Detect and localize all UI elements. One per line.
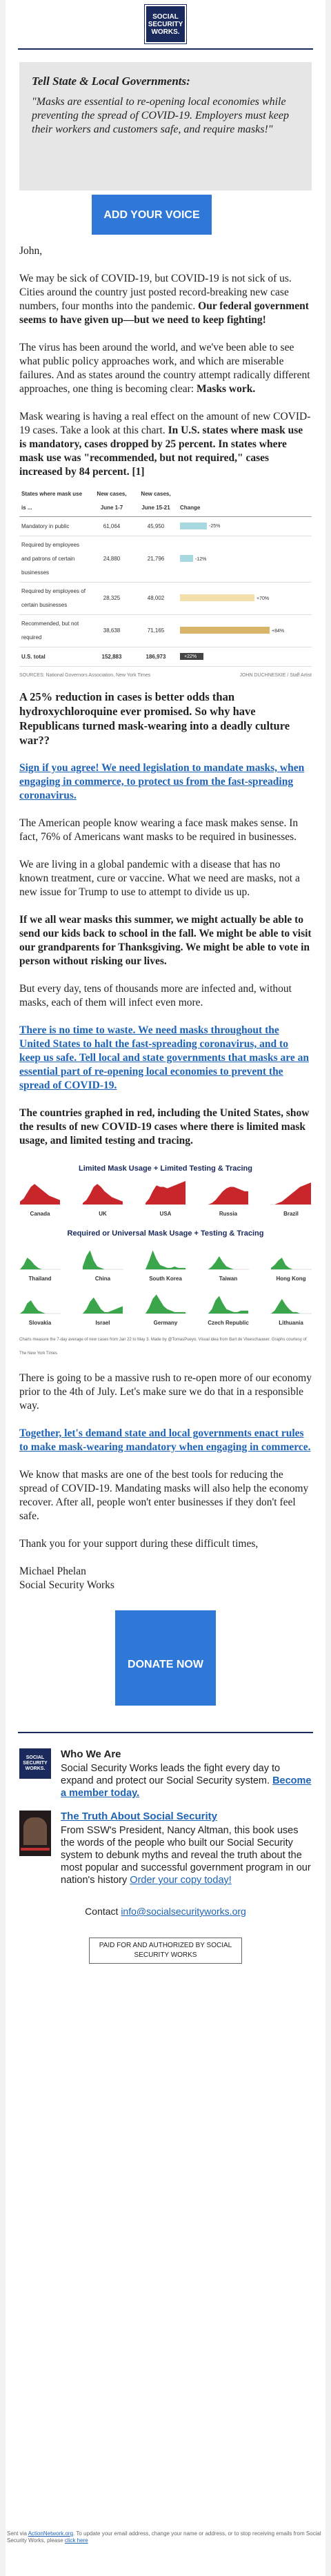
sparkline-svg <box>208 1180 249 1206</box>
paid-for-box: PAID FOR AND AUTHORIZED BY SOCIAL SECURITY WORKS <box>89 1938 242 1964</box>
footer-divider <box>18 1732 313 1733</box>
cases-table <box>19 486 312 667</box>
country-chart <box>145 1245 186 1286</box>
country-label: Israel <box>95 1320 110 1326</box>
country-chart <box>270 1289 312 1330</box>
p1-text: We may be sick of COVID-19, but COVID-19 is not sick of us. Cities around the country just posted record-breaking new case numbers, four months into the pandemic. <box>19 273 292 312</box>
country-label: USA <box>159 1211 172 1217</box>
change-cell <box>178 615 312 647</box>
ssw-logo-small[interactable] <box>19 1748 52 1799</box>
sparkline-svg <box>19 1289 61 1315</box>
petition-link-2[interactable]: There is no time to waste. We need masks throughout the United States to halt the fast-spreading coronavirus, and to keep us safe. Tell local and state governments that masks are an essential part of re-opening local economies to prevent the spread of COVID-19. <box>19 1024 309 1091</box>
header <box>6 0 325 48</box>
change-cell <box>178 536 312 583</box>
greeting: John, <box>19 245 43 257</box>
col-header-june1: New cases, June 1-7 <box>90 486 134 517</box>
sparkline-svg <box>82 1289 123 1315</box>
country-label: UK <box>99 1211 107 1217</box>
sparkline-svg <box>19 1180 61 1206</box>
p1-bold: Our federal government seems to have given up—but we need to keep fighting! <box>19 300 309 326</box>
book-block <box>6 1811 325 1886</box>
country-area <box>83 1250 123 1269</box>
country-area <box>208 1256 248 1269</box>
country-chart <box>19 1289 61 1330</box>
logo-text-line3: WORKS. <box>151 28 180 36</box>
country-label: South Korea <box>149 1276 182 1282</box>
charts-note: Charts measure the 7-day average of new cases from Jan 22 to May 3. Made by @TomasPueyo. Visual idea from Bart de Vleeschauwer. Graphs courtesy of The New York Times <box>19 1338 307 1356</box>
country-label: Czech Republic <box>208 1320 249 1326</box>
letter-body <box>6 244 325 1706</box>
petition-link-1-wrap <box>19 761 312 803</box>
donate-now-button[interactable]: DONATE NOW <box>115 1610 216 1706</box>
country-label: Russia <box>219 1211 238 1217</box>
fine-text-b: . To update your email address, change your name or address, or to stop receiving emails from Social Security Works, please <box>7 2530 321 2544</box>
country-area <box>271 1182 311 1204</box>
petition-link-3[interactable]: Together, let's demand state and local governments enact rules to make mask-wearing mandatory when engaging in commerce. <box>19 1427 311 1453</box>
table-cell: Required by employees and patrons of certain businesses <box>19 536 90 583</box>
unsubscribe-footer <box>0 2526 331 2544</box>
country-charts <box>19 1162 312 1360</box>
table-cell: Mandatory in public <box>19 517 90 536</box>
change-bar <box>180 594 254 601</box>
country-chart <box>145 1180 186 1221</box>
small-logo-line2: SECURITY <box>23 1761 48 1766</box>
ssw-logo[interactable] <box>145 5 186 43</box>
country-area <box>271 1299 311 1314</box>
country-area <box>20 1184 60 1204</box>
paragraph-2 <box>19 341 312 396</box>
table-cell: 61,064 <box>90 517 134 536</box>
contact-label: Contact <box>85 1906 121 1917</box>
who-we-are-title: Who We Are <box>61 1748 121 1760</box>
change-cell <box>178 517 312 536</box>
petition-quote: "Masks are essential to re-opening local economies while preventing the spread of COVID-19. Employers must keep their workers and customers safe, and require masks!" <box>32 96 289 135</box>
country-label: China <box>94 1276 111 1282</box>
country-area <box>146 1181 185 1204</box>
country-area <box>146 1294 185 1314</box>
p2-text: The virus has been around the world, and we've been able to see what public policy approaches work, and which are miserable failures. And as states around the country attempt radically different approaches, one thing is becoming clear: <box>19 342 310 395</box>
table-cell: 152,883 <box>90 647 134 667</box>
change-cell <box>178 583 312 615</box>
country-area <box>20 1258 60 1269</box>
country-label: Thailand <box>28 1276 52 1282</box>
email-container <box>6 0 325 2576</box>
sparkline-svg <box>145 1245 186 1271</box>
p3-bold: In U.S. states where mask use is mandatory, cases dropped by 25 percent. In states where mask use was "recommended, but not required," cases increased by 84 percent. [1] <box>19 425 303 478</box>
paragraph-6: We are living in a global pandemic with a disease that has no known treatment, cure or vaccine. What we need are masks, not a new issue for Trump to use to attempt to divide us up. <box>19 859 300 898</box>
change-label: +84% <box>272 628 285 634</box>
sparkline-svg <box>82 1180 123 1206</box>
table-row <box>19 583 312 615</box>
country-area <box>208 1187 248 1205</box>
country-chart <box>270 1245 312 1286</box>
signature <box>19 1565 312 1592</box>
paragraph-10: There is going to be a massive rush to re-open more of our economy prior to the 4th of July. Let's make sure we do that in a responsible way. <box>19 1372 312 1412</box>
table-cell: 24,880 <box>90 536 134 583</box>
col-header-june15: New cases, June 15-21 <box>134 486 178 517</box>
country-area <box>83 1298 123 1314</box>
table-row <box>19 615 312 647</box>
sparkline-svg <box>145 1180 186 1206</box>
signature-name: Michael Phelan <box>19 1565 86 1577</box>
paragraph-4: A 25% reduction in cases is better odds than hydroxychloroquine ever promised. So why have Republicans turned mask-wearing into a deadly culture war?? <box>19 690 290 747</box>
change-label: +22% <box>184 654 197 659</box>
paragraph-5: The American people know wearing a face mask makes sense. In fact, 76% of Americans want masks to be required in businesses. <box>19 817 299 843</box>
table-cell: 45,950 <box>134 517 178 536</box>
paragraph-1 <box>19 272 312 327</box>
mask-cases-table <box>19 486 312 683</box>
petition-title: Tell State & Local Governments: <box>32 75 190 88</box>
table-cell: 28,325 <box>90 583 134 615</box>
required-charts-row-2 <box>19 1289 312 1330</box>
country-chart <box>82 1245 123 1286</box>
book-text <box>61 1811 312 1886</box>
limited-charts-row <box>19 1180 312 1221</box>
petition-link-3-wrap <box>19 1427 312 1454</box>
table-source <box>19 669 312 683</box>
sparkline-svg <box>208 1289 249 1315</box>
table-cell: Required by employees of certain businesses <box>19 583 90 615</box>
country-label: Canada <box>30 1211 50 1217</box>
table-cell: 48,002 <box>134 583 178 615</box>
limited-chart-title: Limited Mask Usage + Limited Testing & Tracing <box>79 1164 252 1173</box>
country-label: Slovakia <box>28 1320 52 1326</box>
petition-link-1[interactable]: Sign if you agree! We need legislation to mandate masks, when engaging in commerce, to protect us from the fast-spreading coronavirus. <box>19 762 305 801</box>
country-label: Taiwan <box>219 1276 238 1282</box>
sparkline-svg <box>145 1289 186 1315</box>
book-title-link[interactable]: The Truth About Social Security <box>61 1811 217 1822</box>
country-label: Hong Kong <box>276 1276 306 1282</box>
small-logo-line1: SOCIAL <box>26 1755 45 1760</box>
contact-line <box>6 1906 325 1917</box>
paragraph-3 <box>19 410 312 479</box>
book-cover-image[interactable] <box>19 1811 52 1886</box>
petition-link-2-wrap <box>19 1024 312 1093</box>
unsubscribe-link[interactable]: click here <box>64 2537 88 2544</box>
table-cell: 38,638 <box>90 615 134 647</box>
country-chart <box>19 1180 61 1221</box>
country-chart <box>270 1180 312 1221</box>
required-charts-row-1 <box>19 1245 312 1286</box>
small-logo-line3: WORKS. <box>25 1766 46 1771</box>
table-row <box>19 647 312 667</box>
paragraph-7: If we all wear masks this summer, we might actually be able to send our kids back to school in the fall. We might be able to visit our grandparents for Thanksgiving. We might be able to vote in person without risking our lives. <box>19 914 312 967</box>
country-label: Brazil <box>283 1211 299 1217</box>
table-cell: Recommended, but not required <box>19 615 90 647</box>
country-chart <box>208 1180 249 1221</box>
p3-text: Mask wearing is having a real effect on the amount of new COVID-19 cases. Take a look at this chart. <box>19 411 311 436</box>
sparkline-svg <box>270 1245 312 1271</box>
table-row <box>19 517 312 536</box>
country-chart <box>208 1289 249 1330</box>
country-area <box>20 1300 60 1314</box>
change-label: -12% <box>195 556 207 562</box>
fine-text-a: Sent via <box>7 2530 28 2537</box>
sparkline-svg <box>19 1245 61 1271</box>
order-book-link[interactable]: Order your copy today! <box>130 1875 232 1886</box>
table-cell: 186,973 <box>134 647 178 667</box>
paragraph-8: But every day, tens of thousands more are infected and, without masks, each of them will infect even more. <box>19 983 292 1008</box>
who-we-are-text <box>61 1748 312 1799</box>
required-chart-title: Required or Universal Mask Usage + Testing & Tracing <box>67 1229 264 1238</box>
table-cell: U.S. total <box>19 647 90 667</box>
who-we-are-block <box>6 1748 325 1799</box>
logo-text-line1: SOCIAL <box>152 12 179 21</box>
country-label: Germany <box>153 1320 178 1326</box>
country-area <box>83 1184 123 1204</box>
action-network-link[interactable]: ActionNetwork.org <box>28 2530 74 2537</box>
table-row <box>19 536 312 583</box>
table-cell: 21,796 <box>134 536 178 583</box>
source-text: SOURCES: National Governors Association, New York Times <box>19 673 151 678</box>
country-chart <box>82 1180 123 1221</box>
country-label: Lithuania <box>279 1320 303 1326</box>
change-bar <box>180 627 270 634</box>
sparkline-svg <box>208 1245 249 1271</box>
table-header-row <box>19 486 312 517</box>
change-bar <box>180 555 193 562</box>
signature-org: Social Security Works <box>19 1579 114 1591</box>
country-area <box>271 1258 311 1269</box>
table-cell: 71,165 <box>134 615 178 647</box>
change-cell <box>178 647 312 667</box>
country-chart <box>208 1245 249 1286</box>
add-your-voice-button[interactable]: ADD YOUR VOICE <box>92 195 212 235</box>
header-divider <box>18 48 313 50</box>
country-chart <box>82 1289 123 1330</box>
paragraph-9: The countries graphed in red, including the United States, show the results of new COVID-19 cases where there is limited mask usage, and limited testing and tracing. <box>19 1107 310 1146</box>
petition-box <box>19 62 312 191</box>
who-we-are-desc: Social Security Works leads the fight every day to expand and protect our Social Security system. <box>61 1763 281 1786</box>
sparkline-svg <box>82 1245 123 1271</box>
paragraph-12: Thank you for your support during these difficult times, <box>19 1538 259 1550</box>
country-chart <box>19 1245 61 1286</box>
sparkline-svg <box>270 1289 312 1315</box>
logo-text-line2: SECURITY <box>148 20 183 28</box>
country-area <box>208 1296 248 1314</box>
become-member-link[interactable]: Become a member today. <box>61 1775 312 1799</box>
country-area <box>146 1250 185 1269</box>
change-label: -25% <box>209 524 221 529</box>
col-header-states: States where mask use is ... <box>19 486 90 517</box>
book-desc: From SSW's President, Nancy Altman, this book uses the words of the people who built our Social Security system to debunk myths and reveal the truth about the most popular and successful government program in our nation's history <box>61 1825 311 1886</box>
sparkline-svg <box>270 1180 312 1206</box>
contact-email-link[interactable]: info@socialsecurityworks.org <box>121 1906 246 1917</box>
country-chart <box>145 1289 186 1330</box>
p2-bold: Masks work. <box>196 383 256 395</box>
col-header-change: Change <box>178 486 312 517</box>
paragraph-11: We know that masks are one of the best tools for reducing the spread of COVID-19. Mandating masks will also help the economy recover. After all, people won't enter businesses if they don't feel safe. <box>19 1469 309 1522</box>
credit-text: JOHN DUCHNESKIE / Staff Artist <box>239 673 312 678</box>
change-bar <box>180 523 207 529</box>
change-label: +70% <box>257 596 270 601</box>
